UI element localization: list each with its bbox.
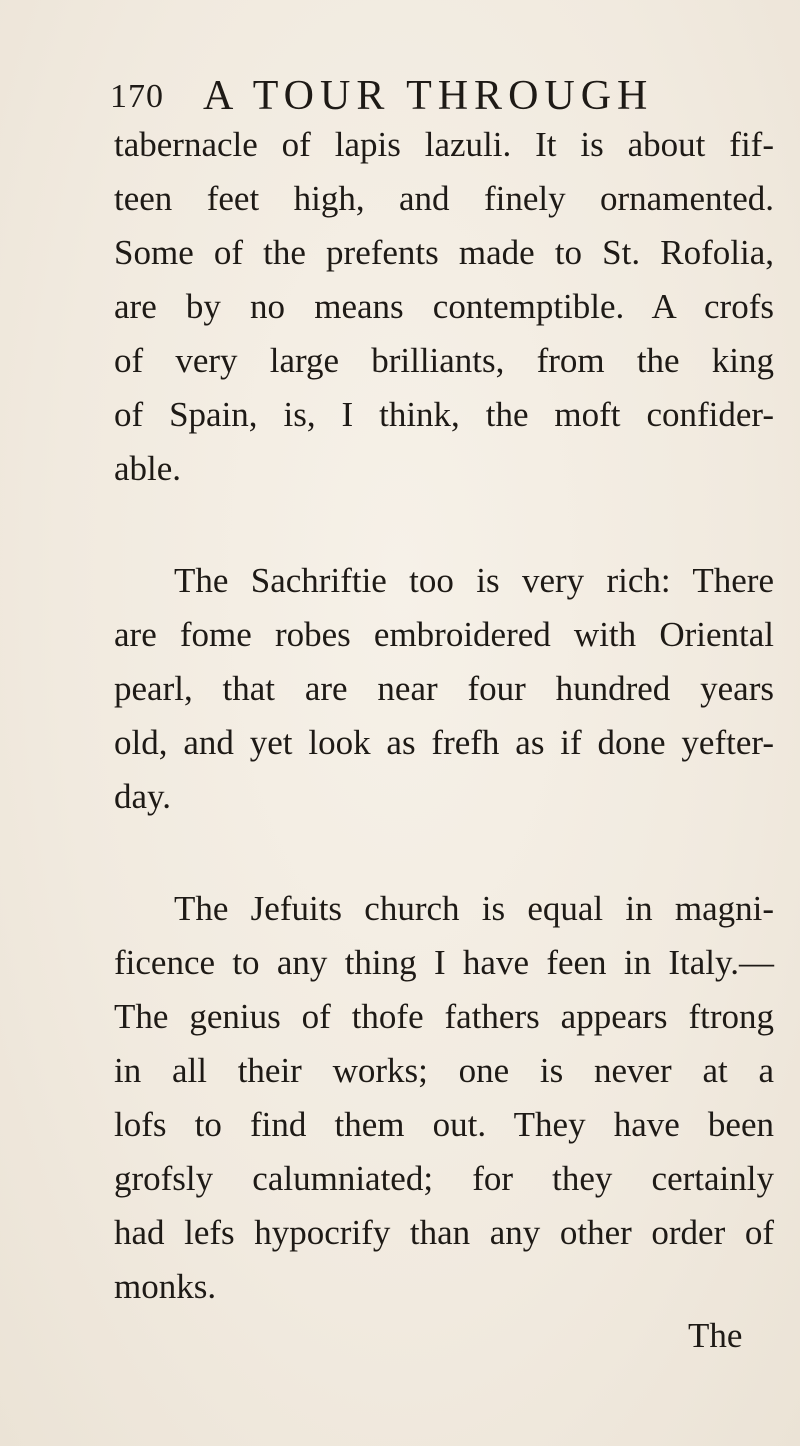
catchword: The [688, 1316, 743, 1355]
paragraph-2 [114, 554, 774, 824]
text-line: lofs to find them out. They have been [114, 1105, 774, 1144]
text-line: old, and yet look as frefh as if done yefter- [114, 723, 774, 762]
text-line: teen feet high, and finely ornamented. [114, 179, 774, 218]
text-line: The genius of thofe fathers appears ftrong [114, 997, 774, 1036]
running-head: A TOUR THROUGH [203, 73, 654, 119]
text-line: pearl, that are near four hundred years [114, 669, 774, 708]
text-line: had lefs hypocrify than any other order of [114, 1213, 774, 1252]
text-line: of very large brilliants, from the king [114, 341, 774, 380]
text-line: are by no means contemptible. A crofs [114, 287, 774, 326]
text-line: are fome robes embroidered with Oriental [114, 615, 774, 654]
paragraph-1 [114, 118, 774, 496]
page-number: 170 [110, 78, 164, 115]
text-line: of Spain, is, I think, the moft confider- [114, 395, 774, 434]
text-line: The Sachriftie too is very rich: There [174, 561, 774, 600]
paragraph-3 [114, 882, 774, 1314]
text-line: in all their works; one is never at a [114, 1051, 774, 1090]
text-line: tabernacle of lapis lazuli. It is about fif- [114, 125, 774, 164]
text-line: able. [114, 449, 182, 488]
text-line: day. [114, 777, 172, 816]
body-text [114, 118, 774, 1314]
text-line: Some of the prefents made to St. Rofolia, [114, 233, 774, 272]
text-line: monks. [114, 1267, 217, 1306]
text-line: grofsly calumniated; for they certainly [114, 1159, 774, 1198]
text-line: The Jefuits church is equal in magni- [174, 889, 774, 928]
text-line: ficence to any thing I have feen in Italy.— [114, 943, 774, 982]
